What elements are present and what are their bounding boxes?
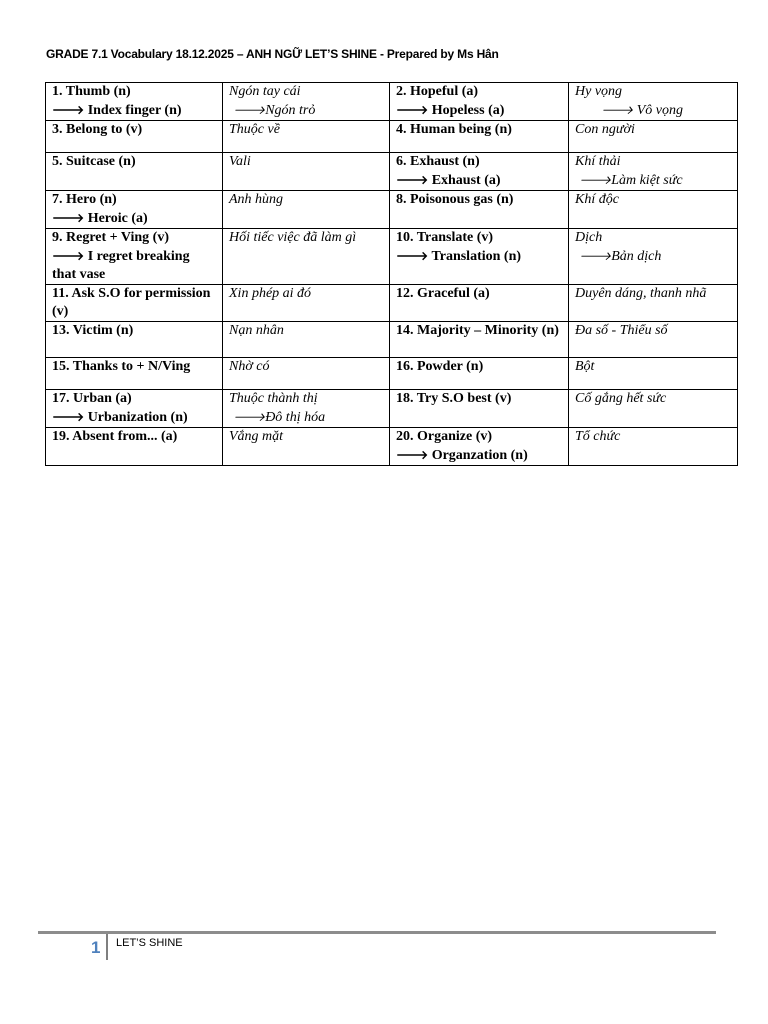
derived-term: Index finger (n)	[87, 103, 182, 118]
meaning-cell	[569, 153, 738, 191]
term-cell	[46, 121, 223, 153]
arrow-icon: 🡒	[396, 249, 429, 263]
table-row	[46, 390, 738, 428]
meaning-text: Ngón tay cái	[229, 84, 301, 99]
term-cell	[46, 285, 223, 322]
derived-term: Hopeless (a)	[431, 103, 505, 118]
meaning-cell	[223, 390, 390, 428]
term-cell	[46, 229, 223, 285]
derived-term: Urbanization (n)	[87, 410, 188, 425]
term-cell	[46, 153, 223, 191]
meaning-text: Con người	[575, 122, 635, 137]
term-text: 12. Graceful (a)	[396, 286, 490, 301]
meaning-text: Anh hùng	[229, 192, 284, 207]
arrow-icon: 🡒	[579, 173, 612, 187]
meaning-cell	[569, 229, 738, 285]
meaning-cell	[223, 322, 390, 358]
arrow-icon: 🡒	[396, 173, 429, 187]
term-text: 16. Powder (n)	[396, 359, 484, 374]
derived-meaning: Ngón trỏ	[265, 103, 316, 118]
meaning-text: Bột	[575, 359, 595, 374]
arrow-icon: 🡒	[396, 448, 429, 462]
derived-meaning: Bản dịch	[611, 249, 662, 264]
term-text: 5. Suitcase (n)	[52, 154, 136, 169]
arrow-icon: 🡒	[233, 410, 266, 424]
meaning-text: Khí độc	[575, 192, 619, 207]
meaning-text: Đa số - Thiểu số	[575, 323, 668, 338]
term-cell	[390, 121, 569, 153]
term-cell	[390, 83, 569, 121]
meaning-cell	[223, 358, 390, 390]
meaning-text: Hy vọng	[575, 84, 623, 99]
meaning-cell	[223, 83, 390, 121]
arrow-icon: 🡒	[579, 249, 612, 263]
table-row	[46, 428, 738, 466]
meaning-text: Hối tiếc việc đã làm gì	[229, 230, 357, 245]
arrow-icon: 🡒	[52, 249, 85, 263]
term-cell	[390, 358, 569, 390]
meaning-text: Nạn nhân	[229, 323, 284, 338]
derived-term: Exhaust (a)	[431, 173, 501, 188]
term-text: 11. Ask S.O for permission (v)	[52, 286, 211, 319]
term-cell	[46, 428, 223, 466]
term-text: 1. Thumb (n)	[52, 84, 131, 99]
term-text: 9. Regret + Ving (v)	[52, 230, 169, 245]
meaning-cell	[569, 322, 738, 358]
meaning-text: Nhờ có	[229, 359, 270, 374]
term-text: 20. Organize (v)	[396, 429, 493, 444]
table-row	[46, 153, 738, 191]
meaning-cell	[569, 191, 738, 229]
term-cell	[46, 322, 223, 358]
term-cell	[46, 358, 223, 390]
term-cell	[46, 83, 223, 121]
meaning-cell	[569, 358, 738, 390]
meaning-text: Xin phép ai đó	[229, 286, 312, 301]
arrow-icon: 🡒	[52, 211, 85, 225]
term-text: 6. Exhaust (n)	[396, 154, 480, 169]
term-text: 10. Translate (v)	[396, 230, 494, 245]
table-row	[46, 121, 738, 153]
arrow-icon: 🡒	[233, 103, 266, 117]
meaning-text: Khí thải	[575, 154, 621, 169]
arrow-icon: 🡒	[52, 410, 85, 424]
term-text: 18. Try S.O best (v)	[396, 391, 512, 406]
term-text: 19. Absent from... (a)	[52, 429, 178, 444]
table-row	[46, 191, 738, 229]
term-text: 3. Belong to (v)	[52, 122, 143, 137]
table-row	[46, 285, 738, 322]
meaning-cell	[223, 229, 390, 285]
derived-meaning: Vô vọng	[636, 103, 683, 118]
table-row	[46, 322, 738, 358]
meaning-cell	[569, 83, 738, 121]
term-text: 15. Thanks to + N/Ving	[52, 359, 191, 374]
term-text: 14. Majority – Minority (n)	[396, 323, 559, 338]
meaning-cell	[569, 390, 738, 428]
arrow-icon: 🡒	[396, 103, 429, 117]
meaning-cell	[569, 285, 738, 322]
term-text: 2. Hopeful (a)	[396, 84, 479, 99]
term-cell	[390, 322, 569, 358]
meaning-cell	[223, 191, 390, 229]
term-text: 4. Human being (n)	[396, 122, 512, 137]
term-text: 13. Victim (n)	[52, 323, 134, 338]
footer-separator	[106, 934, 108, 960]
term-cell	[390, 191, 569, 229]
meaning-text: Tổ chức	[575, 429, 621, 444]
vocabulary-table	[45, 82, 738, 466]
derived-term: Translation (n)	[431, 249, 522, 264]
derived-term: I regret breaking that vase	[52, 249, 190, 282]
document-title: GRADE 7.1 Vocabulary 18.12.2025 – ANH NGỮ LET’S SHINE - Prepared by Ms Hân	[46, 47, 499, 61]
derived-meaning: Đô thị hóa	[265, 410, 326, 425]
meaning-cell	[569, 428, 738, 466]
term-cell	[46, 390, 223, 428]
table-row	[46, 83, 738, 121]
term-cell	[390, 390, 569, 428]
table-row	[46, 229, 738, 285]
derived-term: Organzation (n)	[431, 448, 528, 463]
meaning-text: Duyên dáng, thanh nhã	[575, 286, 707, 301]
meaning-text: Vali	[229, 154, 251, 169]
term-text: 8. Poisonous gas (n)	[396, 192, 514, 207]
term-cell	[390, 153, 569, 191]
footer-text: LET’S SHINE	[116, 937, 183, 949]
meaning-text: Cố gắng hết sức	[575, 391, 667, 406]
meaning-cell	[223, 153, 390, 191]
term-cell	[390, 428, 569, 466]
vocabulary-table-body	[46, 83, 738, 466]
meaning-cell	[223, 285, 390, 322]
term-cell	[390, 285, 569, 322]
page-number: 1	[91, 938, 101, 957]
arrow-icon: 🡒	[52, 103, 85, 117]
derived-meaning: Làm kiệt sức	[611, 173, 683, 188]
table-row	[46, 358, 738, 390]
meaning-text: Thuộc về	[229, 122, 280, 137]
meaning-text: Thuộc thành thị	[229, 391, 318, 406]
term-text: 7. Hero (n)	[52, 192, 117, 207]
term-text: 17. Urban (a)	[52, 391, 132, 406]
meaning-cell	[569, 121, 738, 153]
meaning-cell	[223, 428, 390, 466]
footer-divider	[38, 931, 716, 934]
meaning-text: Vắng mặt	[229, 429, 284, 444]
term-cell	[390, 229, 569, 285]
derived-term: Heroic (a)	[87, 211, 148, 226]
arrow-icon: 🡒	[601, 103, 634, 117]
term-cell	[46, 191, 223, 229]
meaning-text: Dịch	[575, 230, 603, 245]
meaning-cell	[223, 121, 390, 153]
